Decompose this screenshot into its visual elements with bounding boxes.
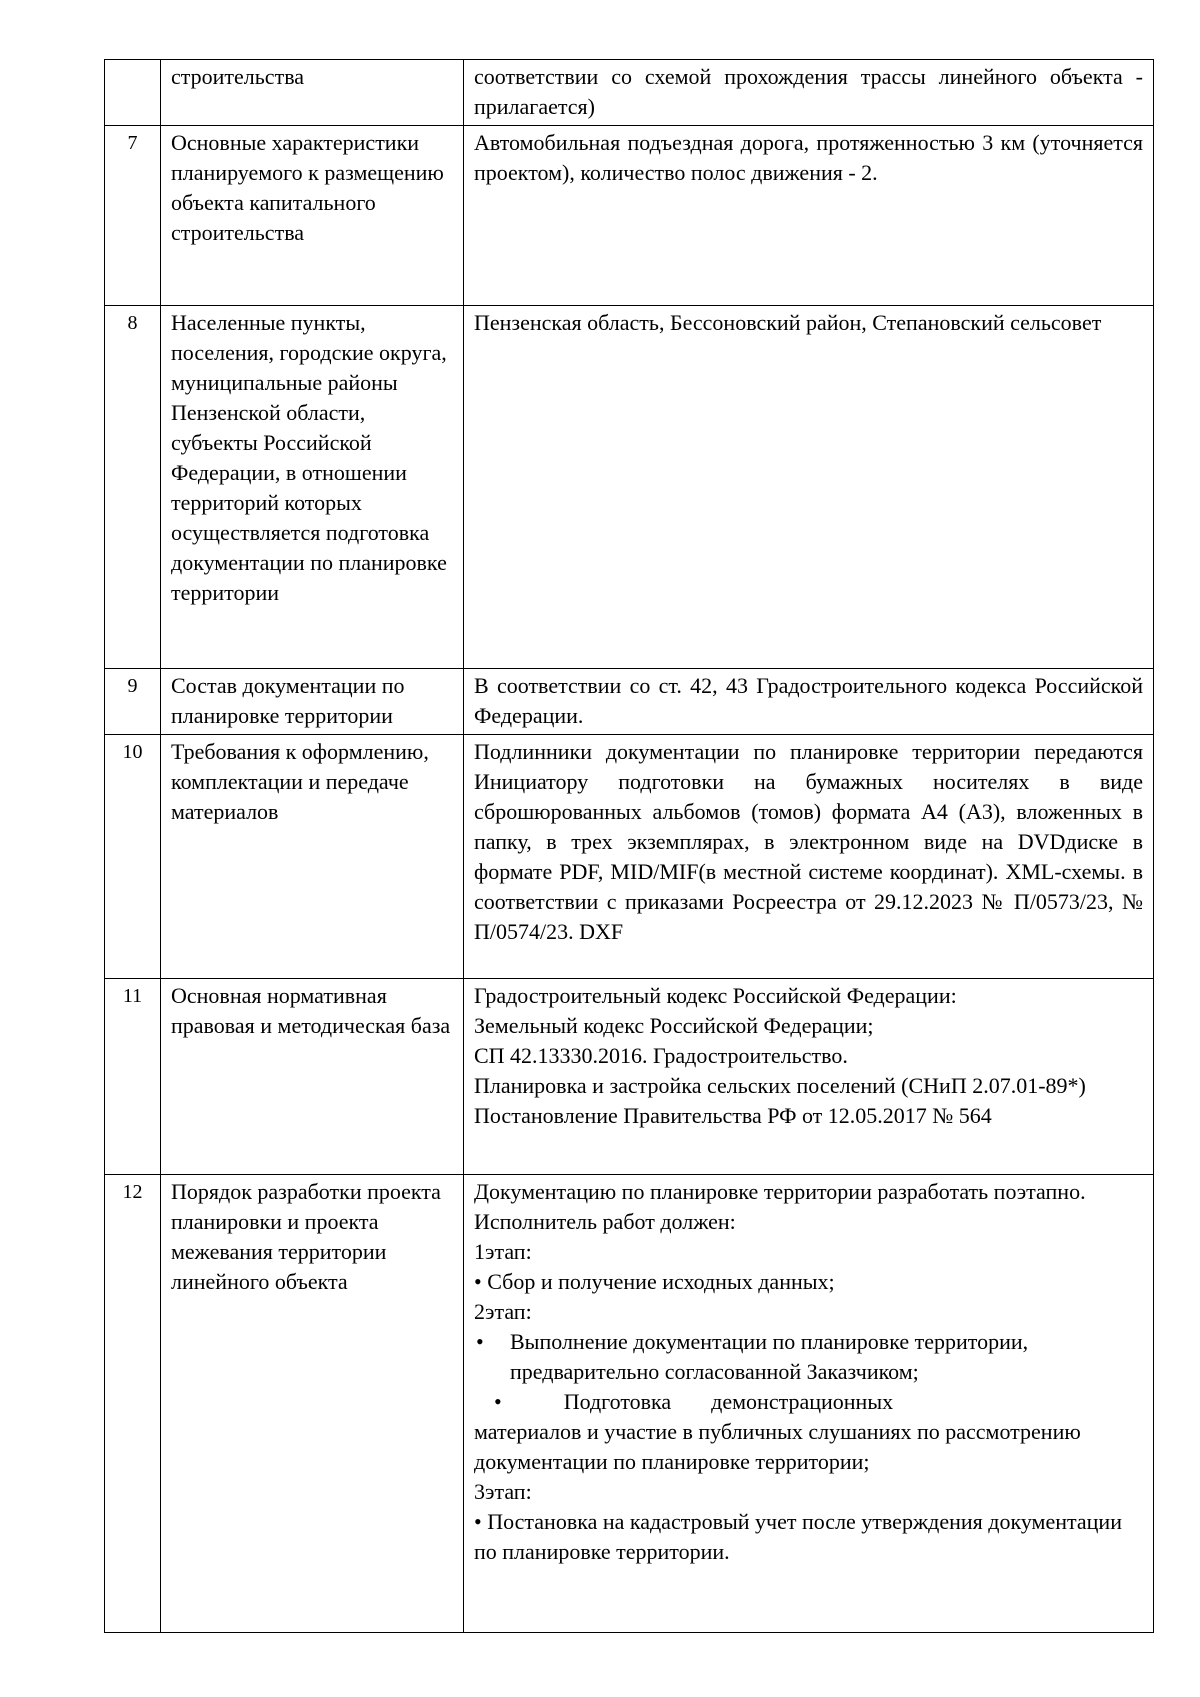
row-number: 9: [105, 669, 161, 735]
row-number: [105, 60, 161, 126]
row-value: [464, 1175, 1154, 1633]
table-row: [105, 60, 1154, 126]
procedure-intro: Документацию по планировке территории разработать поэтапно.: [474, 1179, 1086, 1204]
stage-2-item-2-word: Подготовка: [563, 1389, 672, 1414]
row-title: Порядок разработки проекта планировки и проекта межевания территории линейного объекта: [161, 1175, 464, 1633]
regulation-item: Постановление Правительства РФ от 12.05.2017 № 564: [474, 1103, 992, 1128]
table-row: [105, 669, 1154, 735]
row-value: Автомобильная подъездная дорога, протяженностью 3 км (уточняется проектом), количество полос движения - 2.: [464, 126, 1154, 306]
bullet-icon: •: [476, 1329, 484, 1354]
row-value: Пензенская область, Бессоновский район, Степановский сельсовет: [464, 306, 1154, 669]
row-value: соответствии со схемой прохождения трассы линейного объекта - прилагается): [464, 60, 1154, 126]
row-title: строительства: [161, 60, 464, 126]
row-value: В соответствии со ст. 42, 43 Градостроительного кодекса Российской Федерации.: [464, 669, 1154, 735]
stage-2-item-2-text: материалов и участие в публичных слушаниях по рассмотрению документации по планировке территории;: [474, 1419, 1081, 1474]
table-row: [105, 1175, 1154, 1633]
row-title: Основная нормативная правовая и методическая база: [161, 979, 464, 1175]
row-value: Подлинники документации по планировке территории передаются Инициатору подготовки на бумажных носителях в виде сброшюрованных альбомов (томов) формата А4 (А3), вложенных в папку, в трех экземплярах, в электронном виде на DVDдиске в формате PDF, MID/MIF(в местной системе координат). XML-схемы. в соответствии с приказами Росреестра от 29.12.2023 № П/0573/23, № П/0574/23. DXF: [464, 735, 1154, 979]
row-value: [464, 979, 1154, 1175]
row-number: 8: [105, 306, 161, 669]
regulation-item: Планировка и застройка сельских поселений (СНиП 2.07.01-89*): [474, 1073, 1086, 1098]
stage-2-item-text: Выполнение документации по планировке территории, предварительно согласованной Заказчиком;: [510, 1329, 1029, 1384]
stage-1-item: • Сбор и получение исходных данных;: [474, 1269, 835, 1294]
table-row: [105, 979, 1154, 1175]
stage-2-heading: 2этап:: [474, 1299, 532, 1324]
table-row: [105, 126, 1154, 306]
procedure-executor: Исполнитель работ должен:: [474, 1209, 736, 1234]
row-title: Основные характеристики планируемого к размещению объекта капитального строительства: [161, 126, 464, 306]
stage-1-heading: 1этап:: [474, 1239, 532, 1264]
stage-2-item-2-word: демонстрационных: [711, 1389, 894, 1414]
row-number: 11: [105, 979, 161, 1175]
row-number: 12: [105, 1175, 161, 1633]
stage-3-heading: 3этап:: [474, 1479, 532, 1504]
table-row: [105, 306, 1154, 669]
bullet-icon: •: [494, 1389, 502, 1414]
stage-2-item-2-first-line: [474, 1387, 1143, 1417]
stage-3-item: • Постановка на кадастровый учет после утверждения документации по планировке территории.: [474, 1509, 1122, 1564]
table-row: [105, 735, 1154, 979]
row-title: Требования к оформлению, комплектации и передаче материалов: [161, 735, 464, 979]
regulation-item: Земельный кодекс Российской Федерации;: [474, 1013, 874, 1038]
regulation-item: Градостроительный кодекс Российской Федерации:: [474, 983, 957, 1008]
stage-2-item: [474, 1327, 1143, 1387]
row-number: 7: [105, 126, 161, 306]
row-number: 10: [105, 735, 161, 979]
row-title: Населенные пункты, поселения, городские округа, муниципальные районы Пензенской области, субъекты Российской Федерации, в отношении территорий которых осуществляется подготовка документации по планировке территории: [161, 306, 464, 669]
regulation-item: СП 42.13330.2016. Градостроительство.: [474, 1043, 848, 1068]
row-title: Состав документации по планировке территории: [161, 669, 464, 735]
requirements-table: [104, 59, 1154, 1633]
